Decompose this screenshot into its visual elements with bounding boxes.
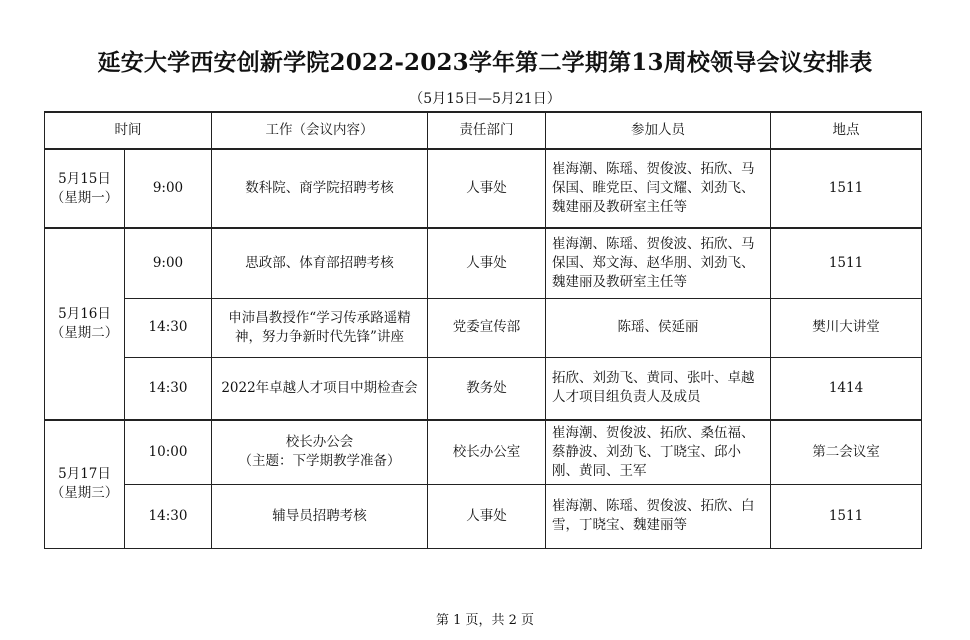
dept-cell: 人事处: [428, 484, 546, 548]
header-participants: 参加人员: [546, 112, 771, 149]
header-time: 时间: [45, 112, 212, 149]
page-footer: 第 1 页，共 2 页: [435, 613, 535, 628]
dept-cell: 校长办公室: [428, 420, 546, 484]
dept-cell: 党委宣传部: [428, 298, 546, 357]
day-cell: [45, 228, 125, 420]
dept-cell: 人事处: [428, 149, 546, 228]
work-title: 校长办公会: [285, 434, 354, 451]
time-cell: 9:00: [125, 228, 212, 298]
place-cell: 1511: [771, 149, 922, 228]
day-weekday: （星期三）: [50, 485, 119, 502]
participants-cell: 崔海潮、陈瑶、贺俊波、拓欣、马保国、郑文海、赵华朋、刘劲飞、魏建丽及教研室主任等: [546, 228, 771, 298]
place-cell: 第二会议室: [771, 420, 922, 484]
participants-cell: 崔海潮、贺俊波、拓欣、桑伍福、蔡静波、刘劲飞、丁晓宝、邱小刚、黄同、王军: [546, 420, 771, 484]
day-date: 5月17日: [58, 466, 111, 483]
day-weekday: （星期二）: [50, 325, 119, 341]
work-cell: [212, 420, 428, 484]
table-row: [45, 298, 922, 357]
day-date: 5月15日: [58, 170, 111, 187]
table-row: [45, 420, 922, 484]
work-cell: 数科院、商学院招聘考核: [212, 149, 428, 228]
place-cell: 1511: [771, 484, 922, 548]
day-weekday: （星期一）: [50, 189, 119, 206]
table-row: [45, 357, 922, 420]
place-cell: 1511: [771, 228, 922, 298]
work-cell: 思政部、体育部招聘考核: [212, 228, 428, 298]
page-subtitle: （5月15日—5月21日）: [409, 91, 561, 107]
day-date: 5月16日: [58, 306, 111, 322]
work-cell: 辅导员招聘考核: [212, 484, 428, 548]
place-cell: 樊川大讲堂: [771, 298, 922, 357]
time-cell: 9:00: [125, 149, 212, 228]
table-header-row: [45, 112, 922, 149]
schedule-table: [44, 111, 922, 549]
place-cell: 1414: [771, 357, 922, 420]
page-title: 延安大学西安创新学院2022-2023学年第二学期第13周校领导会议安排表: [97, 49, 873, 76]
table-row: [45, 484, 922, 548]
header-dept: 责任部门: [428, 112, 546, 149]
participants-cell: 拓欣、刘劲飞、黄同、张叶、卓越人才项目组负责人及成员: [546, 357, 771, 420]
day-cell: [45, 420, 125, 548]
participants-cell: 崔海潮、陈瑶、贺俊波、拓欣、马保国、睢党臣、闫文耀、刘劲飞、魏建丽及教研室主任等: [546, 149, 771, 228]
participants-cell: 崔海潮、陈瑶、贺俊波、拓欣、白雪，丁晓宝、魏建丽等: [546, 484, 771, 548]
table-row: [45, 149, 922, 228]
dept-cell: 教务处: [428, 357, 546, 420]
work-cell: 申沛昌教授作“学习传承路遥精神，努力争新时代先锋”讲座: [212, 298, 428, 357]
work-cell: 2022年卓越人才项目中期检查会: [212, 357, 428, 420]
table-row: [45, 228, 922, 298]
work-subtitle: （主题：下学期教学准备）: [238, 453, 401, 470]
header-work: 工作（会议内容）: [212, 112, 428, 149]
time-cell: 14:30: [125, 298, 212, 357]
time-cell: 10:00: [125, 420, 212, 484]
time-cell: 14:30: [125, 484, 212, 548]
time-cell: 14:30: [125, 357, 212, 420]
header-place: 地点: [771, 112, 922, 149]
dept-cell: 人事处: [428, 228, 546, 298]
day-cell: [45, 149, 125, 228]
participants-cell: 陈瑶、侯延丽: [546, 298, 771, 357]
